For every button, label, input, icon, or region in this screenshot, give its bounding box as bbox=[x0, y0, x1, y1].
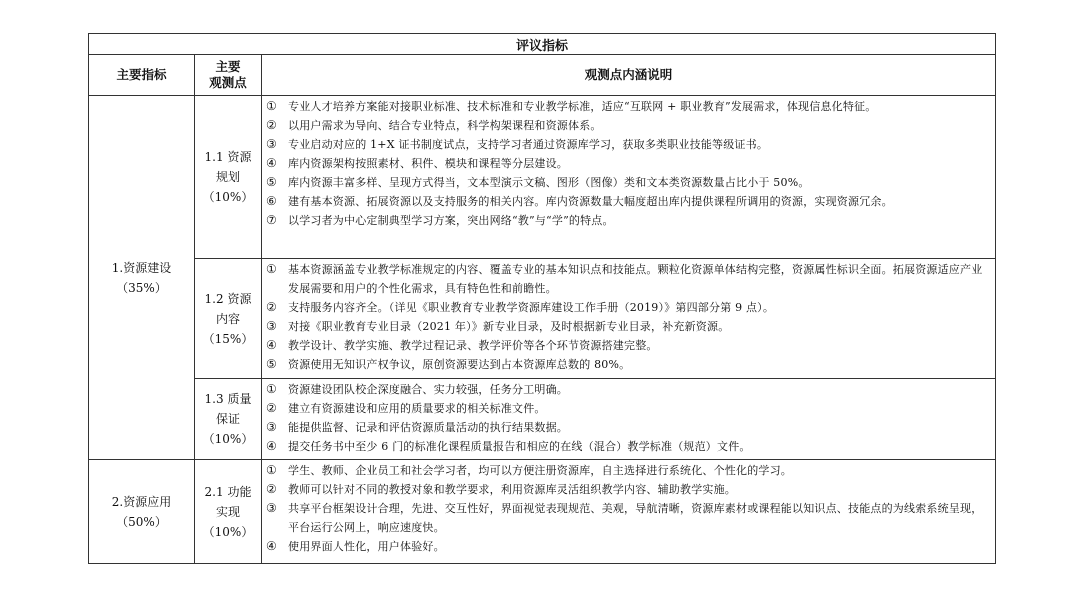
description-cell bbox=[262, 460, 996, 564]
sub-point-weight: （10%） bbox=[202, 190, 254, 204]
sub-point-weight: （15%） bbox=[202, 331, 254, 346]
item-text: 专业人才培养方案能对接职业标准、技术标准和专业教学标准，适应“互联网 + 职业教育”发展需求，体现信息化特征。 bbox=[288, 100, 877, 113]
item-text: 教师可以针对不同的教授对象和教学要求，利用资源库灵活组织教学内容、辅助教学实施。 bbox=[288, 483, 736, 496]
list-item bbox=[266, 480, 991, 499]
sub-point-cell bbox=[195, 460, 262, 564]
item-number: ① bbox=[266, 262, 277, 276]
evaluation-table-container bbox=[88, 33, 995, 564]
description-cell bbox=[262, 96, 996, 259]
item-text: 对接《职业教育专业目录（2021 年）》新专业目录，及时根据新专业目录，补充新资源。 bbox=[288, 320, 730, 333]
list-item bbox=[266, 192, 991, 211]
list-item bbox=[266, 537, 991, 556]
main-indicator-weight: （50%） bbox=[116, 514, 167, 529]
sub-point-cell bbox=[195, 259, 262, 379]
sub-point-cell bbox=[195, 96, 262, 259]
list-item bbox=[266, 135, 991, 154]
item-number: ② bbox=[266, 482, 277, 496]
item-number: ④ bbox=[266, 156, 277, 170]
main-indicator-cell bbox=[89, 96, 195, 460]
item-number: ④ bbox=[266, 439, 277, 453]
item-text: 提交任务书中至少 6 门的标准化课程质量报告和相应的在线（混合）教学标准（规范）文件。 bbox=[288, 440, 751, 453]
sub-point-name-line2: 保证 bbox=[215, 412, 240, 426]
main-indicator-weight: （35%） bbox=[116, 280, 167, 295]
list-item bbox=[266, 461, 991, 480]
item-text: 库内资源丰富多样、呈现方式得当，文本型演示文稿、图形（图像）类和文本类资源数量占比小于 50%。 bbox=[288, 176, 810, 189]
item-number: ② bbox=[266, 300, 277, 314]
item-text: 能提供监督、记录和评估资源质量活动的执行结果数据。 bbox=[288, 421, 568, 434]
evaluation-table bbox=[88, 33, 996, 564]
item-text: 共享平台框架设计合理，先进、交互性好，界面视觉表现规范、美观，导航清晰，资源库素材或课程能以知识点、技能点的为线索系统呈现，平台运行公网上，响应速度快。 bbox=[288, 502, 983, 534]
list-item bbox=[266, 418, 991, 437]
list-item bbox=[266, 437, 991, 456]
item-number: ③ bbox=[266, 319, 277, 333]
description-cell bbox=[262, 259, 996, 379]
item-number: ③ bbox=[266, 501, 277, 515]
item-number: ① bbox=[266, 99, 277, 113]
table-title: 评议指标 bbox=[89, 34, 996, 55]
item-number: ① bbox=[266, 463, 277, 477]
item-number: ④ bbox=[266, 338, 277, 352]
main-indicator-name: 1.资源建设 bbox=[111, 260, 172, 275]
item-text: 资源使用无知识产权争议，原创资源要达到占本资源库总数的 80%。 bbox=[288, 358, 631, 371]
list-item bbox=[266, 298, 991, 317]
description-cell bbox=[262, 379, 996, 460]
sub-point-name-line2: 内容 bbox=[215, 311, 240, 326]
item-text: 建立有资源建设和应用的质量要求的相关标准文件。 bbox=[288, 402, 546, 415]
item-number: ⑤ bbox=[266, 175, 277, 189]
item-text: 资源建设团队校企深度融合、实力较强，任务分工明确。 bbox=[288, 383, 568, 396]
list-item bbox=[266, 260, 991, 298]
item-text: 以用户需求为导向、结合专业特点，科学构架课程和资源体系。 bbox=[288, 119, 602, 132]
list-item bbox=[266, 355, 991, 374]
list-item bbox=[266, 399, 991, 418]
item-text: 以学习者为中心定制典型学习方案，突出网络“教”与“学”的特点。 bbox=[288, 214, 614, 227]
header-description: 观测点内涵说明 bbox=[262, 55, 996, 96]
item-number: ⑥ bbox=[266, 194, 277, 208]
item-number: ③ bbox=[266, 420, 277, 434]
list-item bbox=[266, 336, 991, 355]
sub-point-weight: （10%） bbox=[202, 524, 254, 539]
sub-point-name-line2: 规划 bbox=[215, 170, 240, 184]
list-item bbox=[266, 499, 991, 537]
header-main-indicator: 主要指标 bbox=[89, 55, 195, 96]
item-number: ⑤ bbox=[266, 357, 277, 371]
item-text: 专业启动对应的 1+X 证书制度试点，支持学习者通过资源库学习，获取多类职业技能等级证书。 bbox=[288, 138, 769, 151]
item-number: ① bbox=[266, 382, 277, 396]
item-text: 支持服务内容齐全。（详见《职业教育专业教学资源库建设工作手册（2019）》第四部分第 9 点）。 bbox=[288, 301, 775, 314]
sub-point-cell bbox=[195, 379, 262, 460]
sub-point-name: 1.2 资源 bbox=[204, 291, 252, 306]
header-sub-line1: 主要 bbox=[215, 59, 241, 74]
sub-point-name-line2: 实现 bbox=[215, 504, 240, 519]
sub-point-name: 1.1 资源 bbox=[204, 150, 252, 164]
list-item bbox=[266, 211, 991, 230]
header-sub-line2: 观测点 bbox=[209, 75, 247, 90]
item-text: 使用界面人性化，用户体验好。 bbox=[288, 540, 445, 553]
item-text: 库内资源架构按照素材、积件、模块和课程等分层建设。 bbox=[288, 157, 568, 170]
list-item bbox=[266, 97, 991, 116]
list-item bbox=[266, 154, 991, 173]
item-number: ③ bbox=[266, 137, 277, 151]
header-sub-point bbox=[195, 55, 262, 96]
list-item bbox=[266, 317, 991, 336]
item-number: ② bbox=[266, 118, 277, 132]
main-indicator-cell bbox=[89, 460, 195, 564]
item-number: ④ bbox=[266, 539, 277, 553]
item-number: ② bbox=[266, 401, 277, 415]
sub-point-name: 1.3 质量 bbox=[204, 392, 252, 406]
item-number: ⑦ bbox=[266, 213, 277, 227]
item-text: 基本资源涵盖专业教学标准规定的内容、覆盖专业的基本知识点和技能点。颗粒化资源单体结构完整，资源属性标识全面。拓展资源适应产业发展需要和用户的个性化需求，具有特色性和前瞻性。 bbox=[288, 263, 983, 295]
sub-point-weight: （10%） bbox=[202, 432, 254, 446]
list-item bbox=[266, 116, 991, 135]
item-text: 教学设计、教学实施、教学过程记录、教学评价等各个环节资源搭建完整。 bbox=[288, 339, 658, 352]
sub-point-name: 2.1 功能 bbox=[204, 484, 252, 499]
item-text: 学生、教师、企业员工和社会学习者，均可以方便注册资源库，自主选择进行系统化、个性化的学习。 bbox=[288, 464, 792, 477]
list-item bbox=[266, 173, 991, 192]
list-item bbox=[266, 380, 991, 399]
main-indicator-name: 2.资源应用 bbox=[111, 494, 172, 509]
item-text: 建有基本资源、拓展资源以及支持服务的相关内容。库内资源数量大幅度超出库内提供课程所调用的资源，实现资源冗余。 bbox=[288, 195, 893, 208]
